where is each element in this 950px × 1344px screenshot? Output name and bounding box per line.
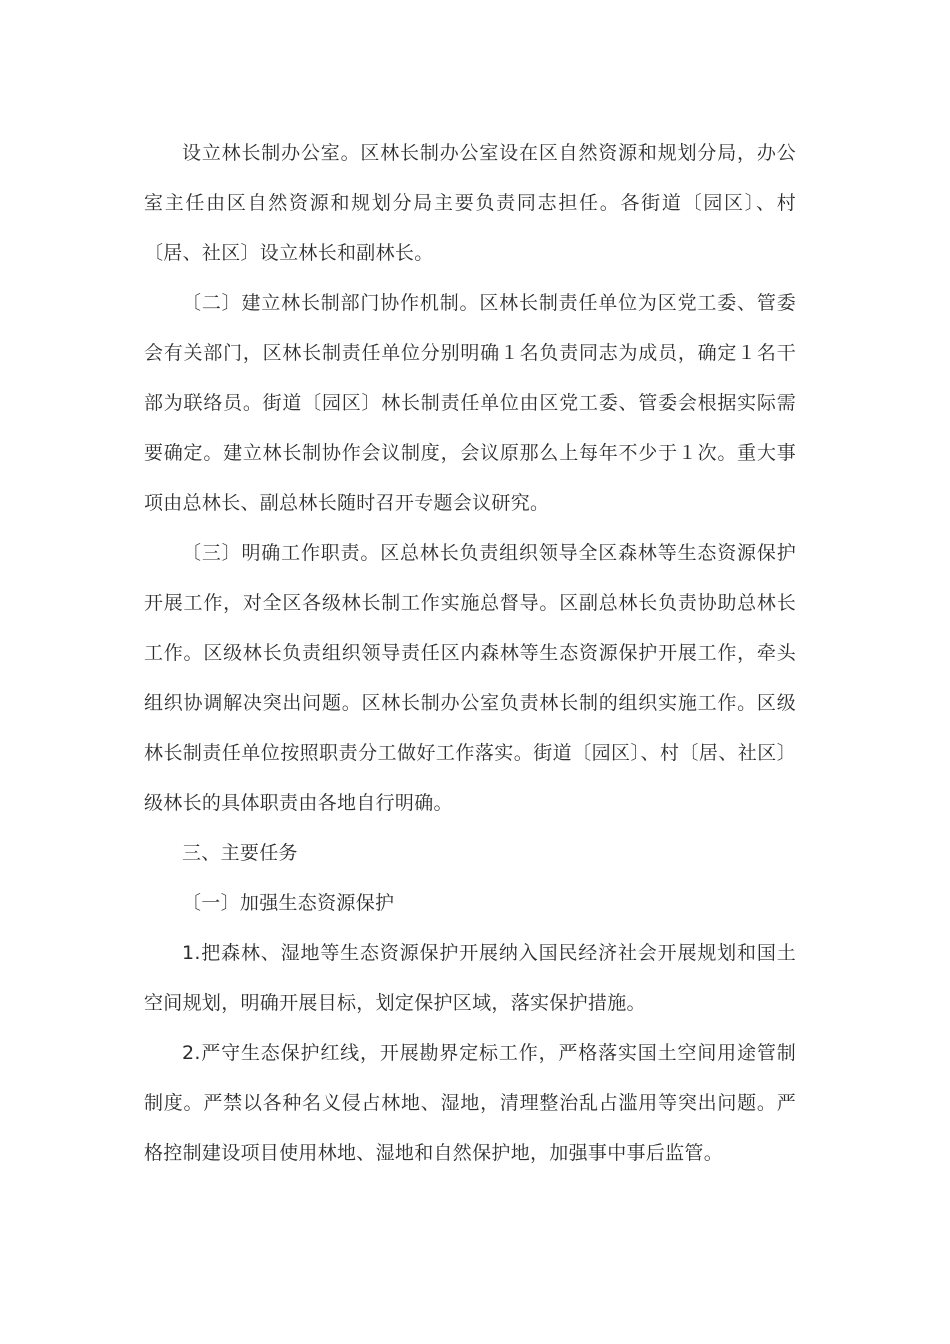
subsection-heading-ecological-protection: 〔一〕加强生态资源保护: [182, 892, 395, 914]
paragraph-work-duties: 〔三〕明确工作职责。区总林长负责组织领导全区森林等生态资源保护开展工作，对全区各级林长制工作实施总督导。区副总林长负责协助总林长工作。区级林长负责组织领导责任区内森林等生态资源保护开展工作，牵头组织协调解决突出问题。区林长制办公室负责林长制的组织实施工作。区级林长制责任单位按照职责分工做好工作落实。街道〔园区〕、村〔居、社区〕级林长的具体职责由各地自行明确。: [144, 542, 796, 814]
paragraph-coordination-mechanism: 〔二〕建立林长制部门协作机制。区林长制责任单位为区党工委、管委会有关部门，区林长制责任单位分别明确１名负责同志为成员，确定１名干部为联络员。街道〔园区〕林长制责任单位由区党工委、管委会根据实际需要确定。建立林长制协作会议制度，会议原那么上每年不少于１次。重大事项由总林长、副总林长随时召开专题会议研究。: [144, 292, 796, 514]
paragraph-item-2: 2.严守生态保护红线，开展勘界定标工作，严格落实国土空间用途管制制度。严禁以各种名义侵占林地、湿地，清理整治乱占滥用等突出问题。严格控制建设项目使用林地、湿地和自然保护地，加强事中事后监管。: [144, 1042, 796, 1164]
paragraph-item-1: 1.把森林、湿地等生态资源保护开展纳入国民经济社会开展规划和国土空间规划，明确开展目标，划定保护区域，落实保护措施。: [144, 942, 796, 1014]
section-heading-main-tasks: 三、主要任务: [182, 842, 298, 864]
paragraph-office-setup: 设立林长制办公室。区林长制办公室设在区自然资源和规划分局，办公室主任由区自然资源和规划分局主要负责同志担任。各街道〔园区〕、村〔居、社区〕设立林长和副林长。: [144, 142, 796, 264]
document-body: [144, 128, 796, 1178]
